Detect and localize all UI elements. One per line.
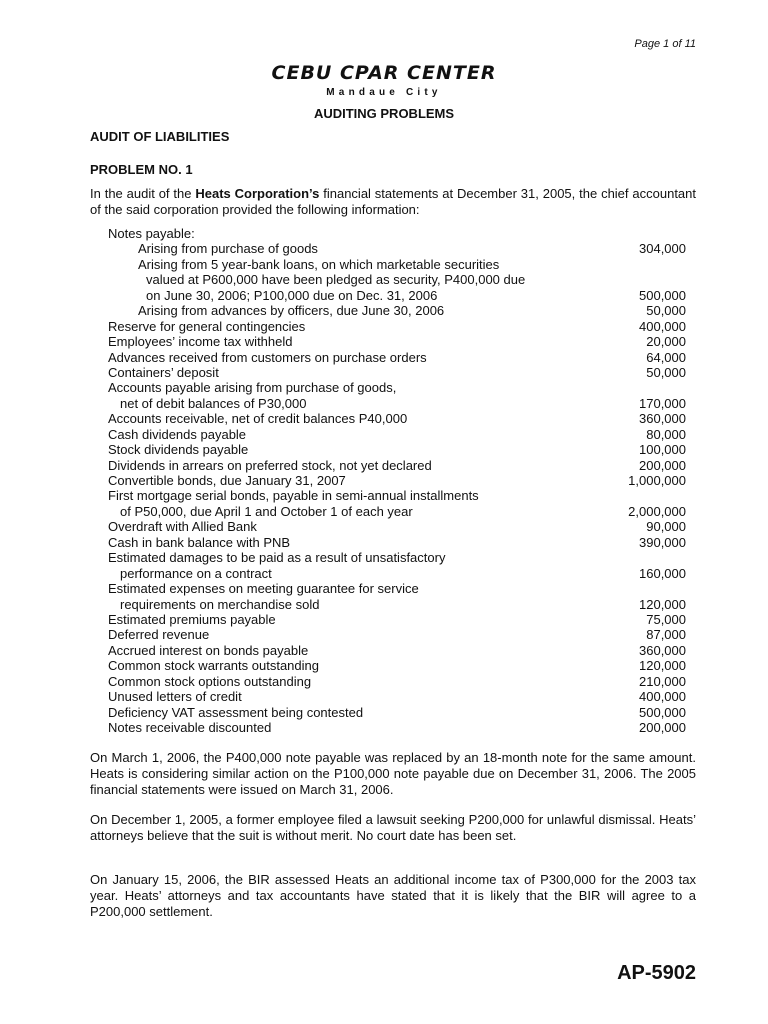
item-label: Cash dividends payable: [108, 426, 247, 442]
list-item: [90, 241, 686, 256]
list-item: [90, 226, 686, 241]
item-amount: 2,000,000: [628, 503, 686, 519]
list-item: [90, 627, 686, 642]
item-amount: 20,000: [646, 334, 686, 350]
item-amount: 160,000: [639, 565, 686, 581]
item-amount: 360,000: [639, 642, 686, 658]
item-amount: 500,000: [639, 704, 686, 720]
list-item: [90, 674, 686, 689]
list-item: [90, 288, 686, 303]
list-item: [90, 380, 686, 395]
item-amount: 210,000: [639, 673, 686, 689]
document-header: [0, 62, 768, 121]
list-item: [90, 581, 686, 596]
item-amount: 120,000: [639, 596, 686, 612]
list-item: [90, 396, 686, 411]
list-item: [90, 334, 686, 349]
list-item: [90, 519, 686, 534]
item-amount: 400,000: [639, 318, 686, 334]
list-item: [90, 411, 686, 426]
list-item: [90, 720, 686, 735]
document-code: AP-5902: [617, 962, 696, 984]
item-amount: 390,000: [639, 534, 686, 550]
item-label: Deficiency VAT assessment being contested: [108, 704, 364, 720]
problem-title: PROBLEM NO. 1: [90, 162, 193, 177]
list-item: [90, 365, 686, 380]
item-label: Containers’ deposit: [108, 364, 219, 380]
list-item: [90, 658, 686, 673]
center-location: Mandaue City: [326, 87, 442, 98]
item-label: Dividends in arrears on preferred stock, not yet declared: [108, 457, 432, 473]
list-item: [90, 705, 686, 720]
item-label: Unused letters of credit: [108, 689, 242, 705]
item-amount: 64,000: [646, 349, 686, 365]
list-item: [90, 319, 686, 334]
item-label: Estimated expenses on meeting guarantee for service: [108, 581, 419, 597]
item-label: of P50,000, due April 1 and October 1 of each year: [120, 503, 413, 519]
intro-before: In the audit of the: [90, 186, 196, 201]
item-amount: 1,000,000: [628, 473, 686, 488]
item-label: Cash in bank balance with PNB: [108, 534, 291, 550]
list-item: [90, 597, 686, 612]
item-label: Employees’ income tax withheld: [108, 334, 293, 350]
list-item: [90, 689, 686, 704]
list-item: [90, 504, 686, 519]
item-label: Arising from advances by officers, due June 30, 2006: [138, 303, 445, 319]
item-label: requirements on merchandise sold: [120, 596, 320, 612]
list-item: [90, 303, 686, 318]
liabilities-list: [90, 226, 686, 735]
item-label: Overdraft with Allied Bank: [108, 519, 257, 535]
page-number: Page 1 of 11: [634, 38, 696, 50]
item-label: valued at P600,000 have been pledged as security, P400,000 due: [146, 272, 526, 288]
item-amount: 50,000: [646, 303, 686, 319]
item-amount: 90,000: [646, 519, 686, 535]
item-amount: 100,000: [639, 442, 686, 458]
list-item: [90, 350, 686, 365]
list-item: [90, 566, 686, 581]
paragraph-note-replacement: On March 1, 2006, the P400,000 note payable was replaced by an 18-month note for the same amount. Heats is considering similar action on the P100,000 note payable due on December 31, 2006. The 2005 financial statements were issued on March 31, 2006.: [90, 750, 696, 797]
item-amount: 400,000: [639, 689, 686, 705]
intro-after: financial statements at December 31, 2005, the chief accountant of the said corporation provided the following information:: [90, 186, 696, 217]
item-label: Estimated damages to be paid as a result of unsatisfactory: [108, 550, 446, 566]
section-title: AUDIT OF LIABILITIES: [90, 129, 230, 144]
paragraph-bir-assessment: On January 15, 2006, the BIR assessed Heats an additional income tax of P300,000 for the 2003 tax year. Heats’ attorneys and tax accountants have stated that it is likely that the BIR will agree to a P200,000 settlement.: [90, 872, 696, 919]
list-item: [90, 535, 686, 550]
list-item: [90, 473, 686, 488]
list-item: [90, 458, 686, 473]
item-label: First mortgage serial bonds, payable in semi-annual installments: [108, 488, 479, 504]
item-label: Stock dividends payable: [108, 442, 249, 458]
item-label: Arising from purchase of goods: [138, 241, 318, 257]
item-amount: 50,000: [646, 364, 686, 380]
list-item: [90, 550, 686, 565]
item-amount: 200,000: [639, 457, 686, 473]
item-label: Notes payable:: [108, 226, 195, 241]
list-item: [90, 442, 686, 457]
item-amount: 360,000: [639, 411, 686, 427]
list-item: [90, 427, 686, 442]
paragraph-lawsuit: On December 1, 2005, a former employee filed a lawsuit seeking P200,000 for unlawful dismissal. Heats’ attorneys believe that the suit is without merit. No court date has been set.: [90, 812, 696, 843]
item-label: Common stock warrants outstanding: [108, 658, 319, 674]
item-amount: 170,000: [639, 395, 686, 411]
item-label: Convertible bonds, due January 31, 2007: [108, 473, 346, 488]
item-label: Estimated premiums payable: [108, 611, 276, 627]
item-label: Common stock options outstanding: [108, 673, 312, 689]
company-name: Heats Corporation’s: [195, 186, 320, 201]
item-label: Deferred revenue: [108, 627, 210, 643]
center-title: CEBU CPAR CENTER: [271, 62, 497, 84]
subject-title: AUDITING PROBLEMS: [313, 106, 455, 121]
list-item: [90, 612, 686, 627]
item-label: Reserve for general contingencies: [108, 318, 306, 334]
item-amount: 304,000: [639, 241, 686, 257]
item-label: on June 30, 2006; P100,000 due on Dec. 31, 2006: [146, 287, 438, 303]
list-item: [90, 257, 686, 272]
item-label: net of debit balances of P30,000: [120, 395, 307, 411]
list-item: [90, 643, 686, 658]
intro-paragraph: [90, 186, 696, 218]
item-label: Notes receivable discounted: [108, 720, 272, 735]
item-amount: 500,000: [639, 287, 686, 303]
item-label: Accrued interest on bonds payable: [108, 642, 309, 658]
item-label: Accounts payable arising from purchase of goods,: [108, 380, 397, 396]
item-label: Advances received from customers on purchase orders: [108, 349, 427, 365]
list-item: [90, 488, 686, 503]
item-label: Accounts receivable, net of credit balances P40,000: [108, 411, 408, 427]
item-amount: 75,000: [646, 611, 686, 627]
item-amount: 80,000: [646, 426, 686, 442]
list-item: [90, 272, 686, 287]
item-amount: 120,000: [639, 658, 686, 674]
item-label: Arising from 5 year-bank loans, on which marketable securities: [138, 256, 500, 272]
item-amount: 200,000: [639, 720, 686, 735]
item-amount: 87,000: [646, 627, 686, 643]
item-label: performance on a contract: [120, 565, 272, 581]
